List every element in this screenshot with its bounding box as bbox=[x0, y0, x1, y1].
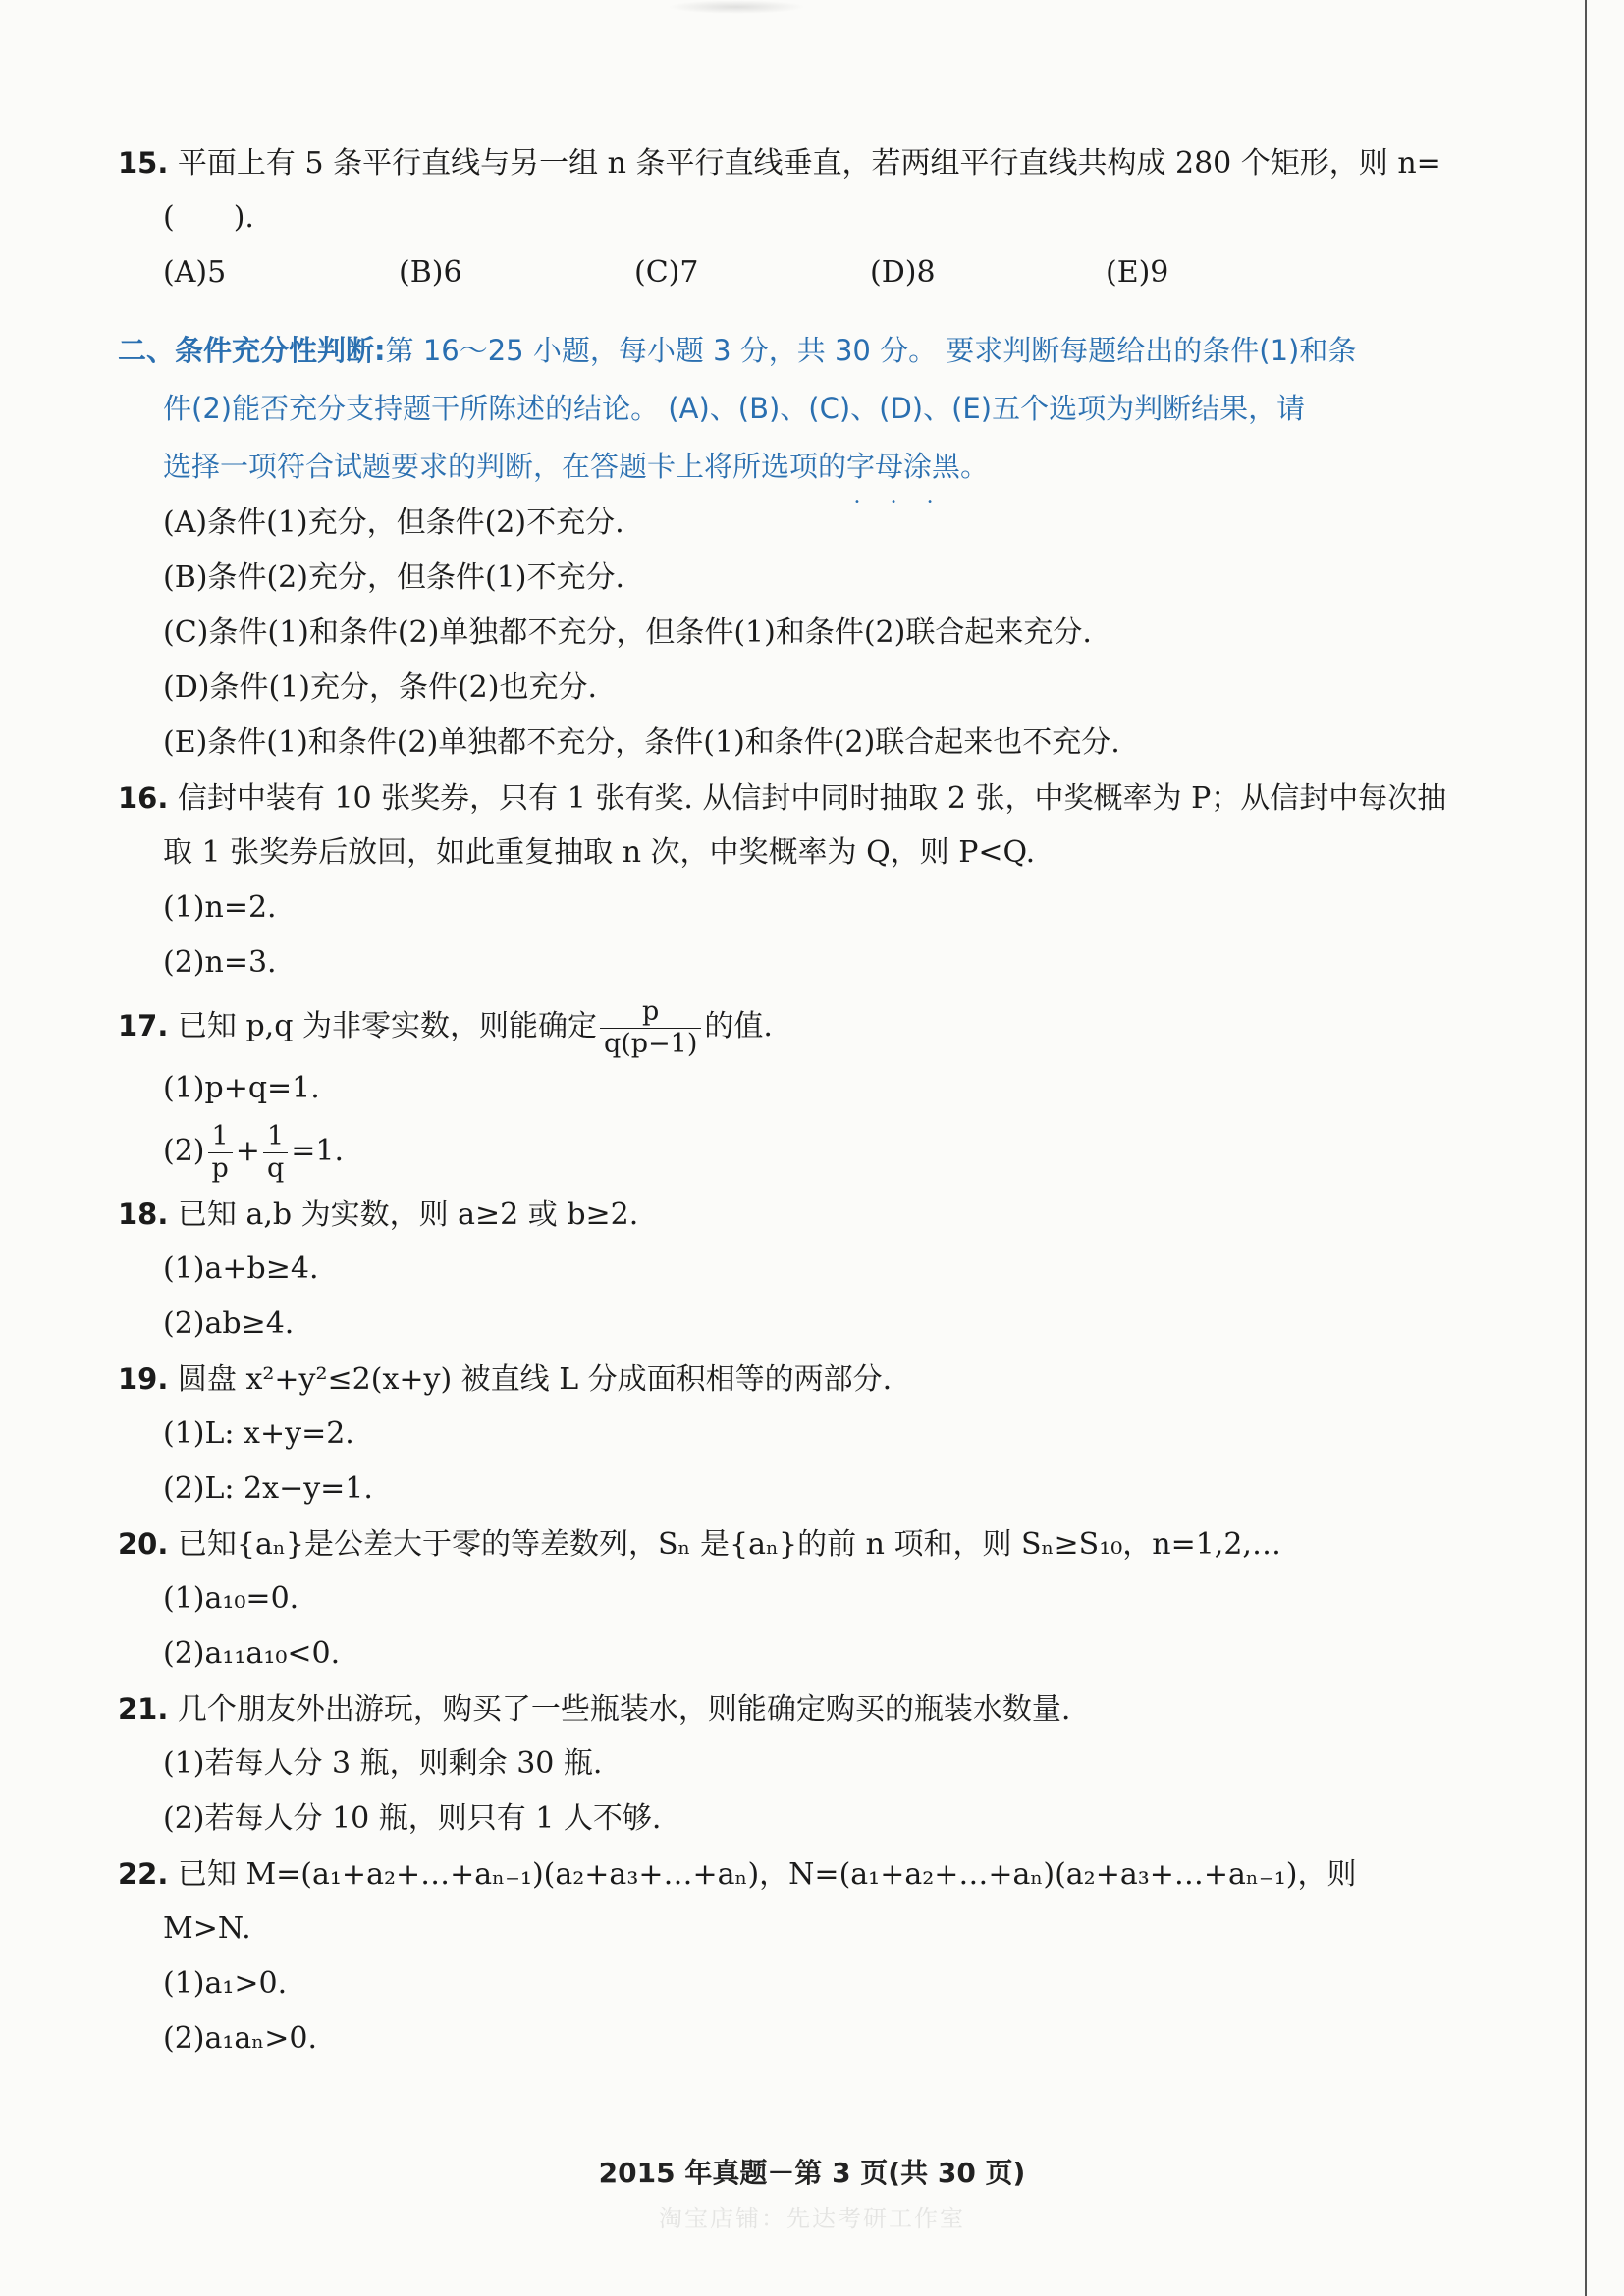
question-number: 21. bbox=[118, 1692, 169, 1726]
question-text-2: M>N. bbox=[163, 1911, 251, 1946]
question-text: 已知 p,q 为非零实数，则能确定 bbox=[177, 1009, 597, 1043]
question-text-end: 的值. bbox=[704, 1009, 773, 1043]
fraction-numerator: p bbox=[600, 996, 701, 1028]
section-instructions-2: 件(2)能否充分支持题干所陈述的结论。 (A)、(B)、(C)、(D)、(E)五个选项为判断结果，请 bbox=[163, 392, 1306, 425]
option-e: (E)条件(1)和条件(2)单独都不充分，条件(1)和条件(2)联合起来也不充分. bbox=[163, 725, 1120, 760]
section-header bbox=[118, 322, 1434, 496]
question-number: 20. bbox=[118, 1527, 169, 1561]
answer-choices bbox=[118, 245, 1434, 300]
section-instructions: 第 16～25 小题，每小题 3 分，共 30 分。 要求判断每题给出的条件(1)和条 bbox=[385, 334, 1357, 367]
watermark: 淘宝店铺：先达考研工作室 bbox=[659, 2205, 965, 2232]
choice-e: (E)9 bbox=[1106, 255, 1169, 290]
condition-2: (2) $\frac{1}{p}$ + $\frac{1}{q}$ =1. bbox=[163, 1121, 344, 1184]
question-number: 18. bbox=[118, 1198, 169, 1231]
question-number: 19. bbox=[118, 1362, 169, 1396]
section-title: 二、条件充分性判断: bbox=[118, 334, 386, 367]
scan-edge-line bbox=[1585, 0, 1587, 2296]
option-b: (B)条件(2)充分，但条件(1)不充分. bbox=[163, 561, 624, 595]
choice-b: (B)6 bbox=[399, 255, 462, 290]
question-text: 圆盘 x²+y²≤2(x+y) 被直线 L 分成面积相等的两部分. bbox=[177, 1362, 893, 1397]
condition-2: (2)L: 2x−y=1. bbox=[163, 1471, 373, 1506]
option-d: (D)条件(1)充分，条件(2)也充分. bbox=[163, 670, 597, 705]
question-text: 平面上有 5 条平行直线与另一组 n 条平行直线垂直，若两组平行直线共构成 280 个矩形，则 n= bbox=[177, 146, 1441, 181]
condition-2: (2)a₁aₙ>0. bbox=[163, 2021, 318, 2056]
question-21 bbox=[118, 1682, 1434, 1846]
question-line bbox=[118, 135, 1441, 190]
condition-1: (1)n=2. bbox=[163, 890, 277, 925]
judgment-options bbox=[118, 496, 1434, 771]
question-19 bbox=[118, 1352, 1434, 1517]
scan-scuff-mark bbox=[668, 0, 805, 14]
option-a: (A)条件(1)充分，但条件(2)不充分. bbox=[163, 506, 624, 540]
condition-1: (1)a+b≥4. bbox=[163, 1252, 319, 1286]
question-17 bbox=[118, 990, 1434, 1187]
question-20 bbox=[118, 1517, 1434, 1682]
question-22 bbox=[118, 1846, 1434, 2066]
condition-1: (1)L: x+y=2. bbox=[163, 1416, 354, 1451]
question-text: 已知 a,b 为实数，则 a≥2 或 b≥2. bbox=[177, 1198, 639, 1232]
choice-c: (C)7 bbox=[634, 255, 699, 290]
condition-2: (2)n=3. bbox=[163, 945, 277, 980]
question-number: 22. bbox=[118, 1857, 169, 1891]
page-content bbox=[118, 135, 1447, 2066]
section-instructions-3: 选择一项符合试题要求的判断，在答题卡上将所选项的字母涂黑 • • •。 bbox=[118, 438, 1434, 496]
question-text: 已知 M=(a₁+a₂+…+aₙ₋₁)(a₂+a₃+…+aₙ)，N=(a₁+a₂+…+aₙ)(a₂+a₃+…+aₙ₋₁)，则 bbox=[177, 1857, 1357, 1892]
question-16 bbox=[118, 771, 1447, 990]
fraction bbox=[600, 996, 701, 1058]
fraction: $\frac{1}{q}$ bbox=[263, 1121, 288, 1183]
choice-d: (D)8 bbox=[870, 255, 936, 290]
question-text: 几个朋友外出游玩，购买了一些瓶装水，则能确定购买的瓶装水数量. bbox=[177, 1692, 1071, 1727]
condition-2: (2)若每人分 10 瓶，则只有 1 人不够. bbox=[163, 1801, 662, 1836]
question-18 bbox=[118, 1187, 1434, 1352]
question-number: 15. bbox=[118, 146, 169, 180]
question-text: 已知{aₙ}是公差大于零的等差数列，Sₙ 是{aₙ}的前 n 项和，则 Sₙ≥S₁₀，n=1,2,… bbox=[177, 1527, 1281, 1562]
condition-2: (2)a₁₁a₁₀<0. bbox=[163, 1636, 341, 1671]
option-c: (C)条件(1)和条件(2)单独都不充分，但条件(1)和条件(2)联合起来充分. bbox=[163, 615, 1092, 650]
fraction-denominator: q(p−1) bbox=[603, 1028, 698, 1059]
condition-1: (1)若每人分 3 瓶，则剩余 30 瓶. bbox=[163, 1746, 603, 1781]
condition-1: (1)a₁₀=0. bbox=[163, 1581, 299, 1616]
condition-1: (1)p+q=1. bbox=[163, 1071, 320, 1105]
answer-blank: ( ). bbox=[163, 200, 254, 235]
question-text: 信封中装有 10 张奖券，只有 1 张有奖. 从信封中同时抽取 2 张，中奖概率为 P；从信封中每次抽 bbox=[177, 781, 1447, 816]
question-text-2: 取 1 张奖券后放回，如此重复抽取 n 次，中奖概率为 Q，则 P<Q. bbox=[163, 835, 1036, 870]
page-footer: 2015 年真题－第 3 页(共 30 页) bbox=[598, 2157, 1026, 2189]
emphasis-dots: 字母涂黑 • • • bbox=[846, 450, 960, 483]
choice-a: (A)5 bbox=[163, 255, 227, 290]
question-15 bbox=[118, 135, 1441, 300]
condition-2: (2)ab≥4. bbox=[163, 1307, 295, 1341]
fraction: $\frac{1}{p}$ bbox=[208, 1121, 233, 1183]
condition-1: (1)a₁>0. bbox=[163, 1966, 288, 2001]
question-number: 17. bbox=[118, 1009, 169, 1042]
question-number: 16. bbox=[118, 781, 169, 815]
